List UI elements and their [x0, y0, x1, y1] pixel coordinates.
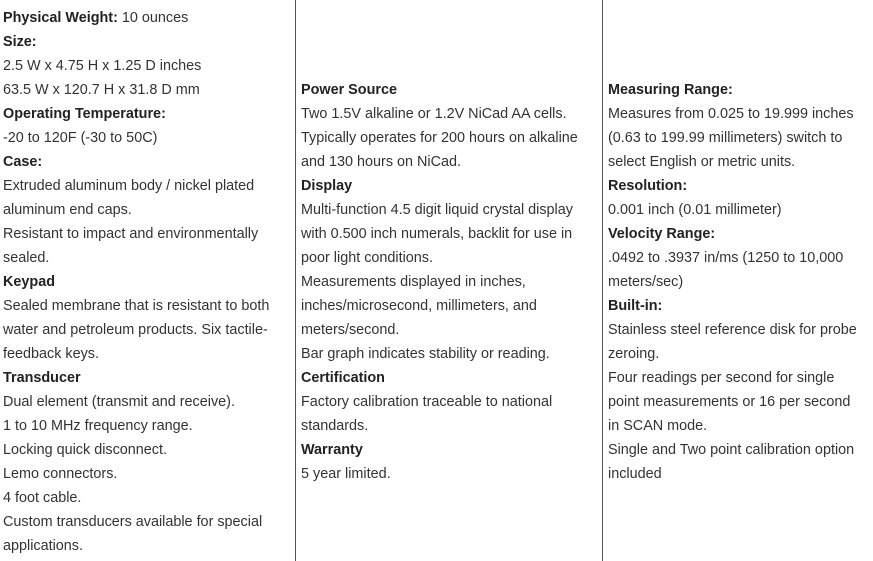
spec-label: Built-in: — [608, 298, 663, 314]
spec-text-line — [3, 534, 295, 558]
spec-text-line — [301, 390, 602, 414]
spec-text-line — [3, 438, 295, 462]
spec-value: Single and Two point calibration option — [608, 442, 855, 458]
spec-value: water and petroleum products. Six tactile- — [3, 322, 268, 338]
spec-value: Measurements displayed in inches, — [301, 274, 526, 290]
spec-label: Keypad — [3, 274, 55, 290]
spec-text-line — [608, 414, 873, 438]
spec-value: Typically operates for 200 hours on alkaline — [301, 130, 578, 146]
spec-value: standards. — [301, 418, 369, 434]
spec-label: Warranty — [301, 442, 363, 458]
spec-text-line — [3, 342, 295, 366]
spec-text-line — [3, 462, 295, 486]
spec-value: .0492 to .3937 in/ms (1250 to 10,000 — [608, 250, 844, 266]
spec-value: 5 year limited. — [301, 466, 391, 482]
spec-value: 1 to 10 MHz frequency range. — [3, 418, 193, 434]
spec-value: Custom transducers available for special — [3, 514, 263, 530]
spec-text-line — [301, 126, 602, 150]
spec-label: Case: — [3, 154, 43, 170]
spec-text-line — [608, 342, 873, 366]
spec-value: Factory calibration traceable to national — [301, 394, 553, 410]
spec-label: Certification — [301, 370, 385, 386]
spec-value: feedback keys. — [3, 346, 99, 362]
spec-heading-line — [301, 174, 602, 198]
spec-text-line — [3, 294, 295, 318]
spec-value: Multi-function 4.5 digit liquid crystal display — [301, 202, 573, 218]
spec-text-line — [3, 318, 295, 342]
spec-value: 4 foot cable. — [3, 490, 82, 506]
specs-column-middle — [296, 0, 602, 561]
spec-text-line — [608, 246, 873, 270]
spec-value: Dual element (transmit and receive). — [3, 394, 235, 410]
spec-value: aluminum end caps. — [3, 202, 132, 218]
spec-label: Resolution: — [608, 178, 688, 194]
spec-text-line — [608, 126, 873, 150]
spec-text-line — [301, 294, 602, 318]
spec-heading-line — [3, 150, 295, 174]
spec-value: (0.63 to 199.99 millimeters) switch to — [608, 130, 843, 146]
spec-value: with 0.500 inch numerals, backlit for use in — [301, 226, 573, 242]
spec-label: Power Source — [301, 82, 397, 98]
spec-heading-line — [301, 366, 602, 390]
spec-text-line — [3, 54, 295, 78]
spec-value: 2.5 W x 4.75 H x 1.25 D inches — [3, 58, 202, 74]
spec-value: inches/microsecond, millimeters, and — [301, 298, 537, 314]
specs-column-left — [0, 0, 295, 561]
spec-text-line — [608, 366, 873, 390]
spec-value: select English or metric units. — [608, 154, 796, 170]
spec-text-line — [608, 150, 873, 174]
spec-value: applications. — [3, 538, 83, 554]
spec-text-line — [301, 270, 602, 294]
spec-heading-line — [3, 270, 295, 294]
spec-value: Lemo connectors. — [3, 466, 118, 482]
spec-label: Measuring Range: — [608, 82, 733, 98]
spec-text-line — [3, 174, 295, 198]
spec-label: Velocity Range: — [608, 226, 716, 242]
spec-text-line — [3, 414, 295, 438]
spec-text-line — [301, 462, 602, 486]
spec-value: Stainless steel reference disk for probe — [608, 322, 857, 338]
spec-value: in SCAN mode. — [608, 418, 708, 434]
spec-text-line — [608, 462, 873, 486]
spec-heading-line — [3, 30, 295, 54]
spec-label: Size: — [3, 34, 37, 50]
spec-heading-line — [608, 174, 873, 198]
spec-value: Resistant to impact and environmentally — [3, 226, 259, 242]
spec-text-line — [3, 222, 295, 246]
specs-column-right — [603, 0, 873, 561]
spec-text-line — [608, 102, 873, 126]
spec-value: Two 1.5V alkaline or 1.2V NiCad AA cells. — [301, 106, 567, 122]
spec-heading-line — [301, 78, 602, 102]
spec-text-line — [3, 198, 295, 222]
spec-text-line — [301, 150, 602, 174]
spec-text-line — [608, 318, 873, 342]
spec-label: Operating Temperature: — [3, 106, 166, 122]
spec-value: 0.001 inch (0.01 millimeter) — [608, 202, 782, 218]
spec-text-line — [608, 438, 873, 462]
spec-text-line — [3, 78, 295, 102]
spec-text-line — [301, 246, 602, 270]
spec-text-line — [301, 198, 602, 222]
spec-value: sealed. — [3, 250, 50, 266]
spec-text-line — [608, 198, 873, 222]
spec-value: zeroing. — [608, 346, 660, 362]
spec-text-line — [301, 318, 602, 342]
spec-heading-line — [3, 366, 295, 390]
spec-text-line — [608, 270, 873, 294]
spec-value: and 130 hours on NiCad. — [301, 154, 462, 170]
spec-value: -20 to 120F (-30 to 50C) — [3, 130, 158, 146]
spec-value: Four readings per second for single — [608, 370, 835, 386]
spec-heading-line — [608, 222, 873, 246]
spec-text-line — [3, 390, 295, 414]
spec-text-line — [301, 414, 602, 438]
spec-value: point measurements or 16 per second — [608, 394, 851, 410]
spec-text-line — [301, 102, 602, 126]
spec-heading-line — [608, 78, 873, 102]
spec-value: Locking quick disconnect. — [3, 442, 167, 458]
spec-value: Sealed membrane that is resistant to both — [3, 298, 270, 314]
spec-label: Physical Weight: — [3, 10, 118, 26]
spec-value: meters/sec) — [608, 274, 684, 290]
spec-text-line — [3, 486, 295, 510]
spec-text-line — [301, 342, 602, 366]
spec-value: 63.5 W x 120.7 H x 31.8 D mm — [3, 82, 200, 98]
spec-value: Extruded aluminum body / nickel plated — [3, 178, 255, 194]
spec-heading-line — [3, 102, 295, 126]
spec-value: poor light conditions. — [301, 250, 433, 266]
spec-heading-line — [608, 294, 873, 318]
spec-value: Measures from 0.025 to 19.999 inches — [608, 106, 854, 122]
spec-text-line — [3, 126, 295, 150]
spec-text-line — [3, 246, 295, 270]
spec-text-line — [3, 510, 295, 534]
spec-value: Bar graph indicates stability or reading. — [301, 346, 550, 362]
spec-text-line — [608, 390, 873, 414]
spec-label: Display — [301, 178, 353, 194]
spec-value: meters/second. — [301, 322, 400, 338]
spec-label: Transducer — [3, 370, 81, 386]
spec-value: included — [608, 466, 662, 482]
spec-heading-line — [3, 6, 295, 30]
spec-value: 10 ounces — [117, 10, 189, 26]
spec-heading-line — [301, 438, 602, 462]
spec-text-line — [301, 222, 602, 246]
